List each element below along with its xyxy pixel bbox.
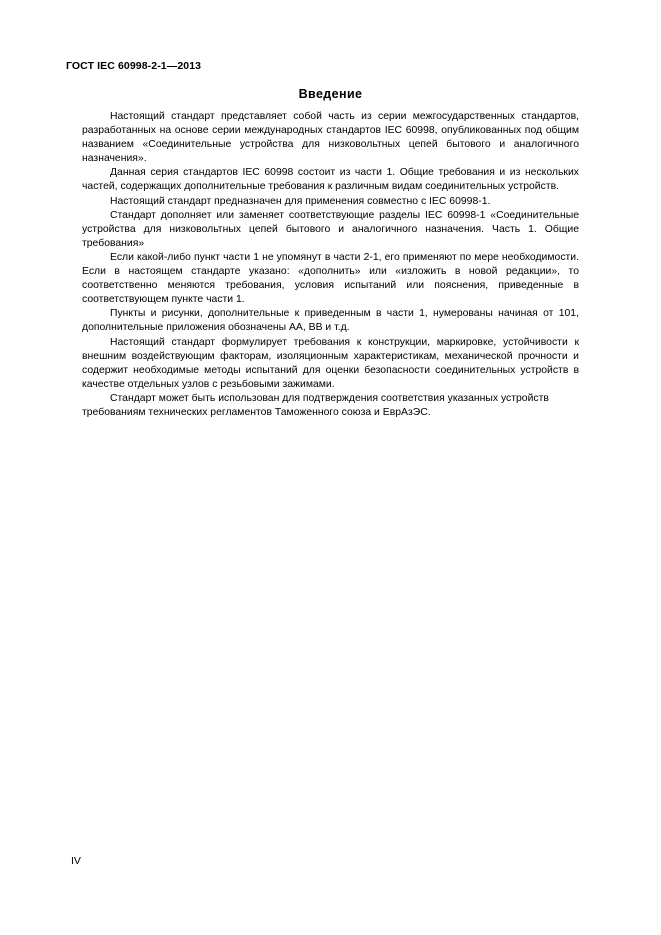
paragraph: Настоящий стандарт предназначен для применения совместно с IEC 60998-1. <box>110 195 491 207</box>
page-number: IV <box>71 855 81 867</box>
running-head-standard-number: ГОСТ IEC 60998-2-1—2013 <box>66 60 202 72</box>
paragraph: Стандарт дополняет или заменяет соответствующие разделы IEC 60998-1 «Соединительные устройства для низковольтных цепей бытового и аналогичного назначения. Часть 1. Общие требования» <box>82 209 579 249</box>
paragraph: Настоящий стандарт формулирует требования к конструкции, маркировке, устойчивости к внешним воздействующим факторам, изоляционным характеристикам, механической прочности и содержит необходимые методы испытаний для оценки безопасности соединительных устройств в качестве отдельных узлов с резьбовыми зажимами. <box>82 336 579 390</box>
paragraph: Если какой-либо пункт части 1 не упомянут в части 2-1, его применяют по мере необходимости. Если в настоящем стандарте указано: «дополнить» или «изложить в новой редакции», то соответственно меняются требования, условия испытаний или пояснения, приведенные в соответствующем пункте части 1. <box>82 251 579 306</box>
paragraph: Пункты и рисунки, дополнительные к приведенным в части 1, нумерованы начиная от 101, дополнительные приложения обозначены АА, ВВ и т.д. <box>82 308 579 334</box>
paragraph: Настоящий стандарт представляет собой часть из серии межгосударственных стандартов, разработанных на основе серии международных стандартов IEC 60998, опубликованных под общим названием «Соединительные устройства для низковольтных цепей бытового и аналогичного назначения». <box>82 111 579 165</box>
introduction-body <box>82 110 579 420</box>
paragraph: Стандарт может быть использован для подтверждения соответствия указанных устройств требованиям технических регламентов Таможенного союза и ЕврАзЭС. <box>82 392 549 418</box>
paragraph: Данная серия стандартов IEC 60998 состоит из части 1. Общие требования и из нескольких частей, содержащих дополнительные требования к различным видам соединительных устройств. <box>82 167 579 193</box>
page-title: Введение <box>298 87 363 101</box>
